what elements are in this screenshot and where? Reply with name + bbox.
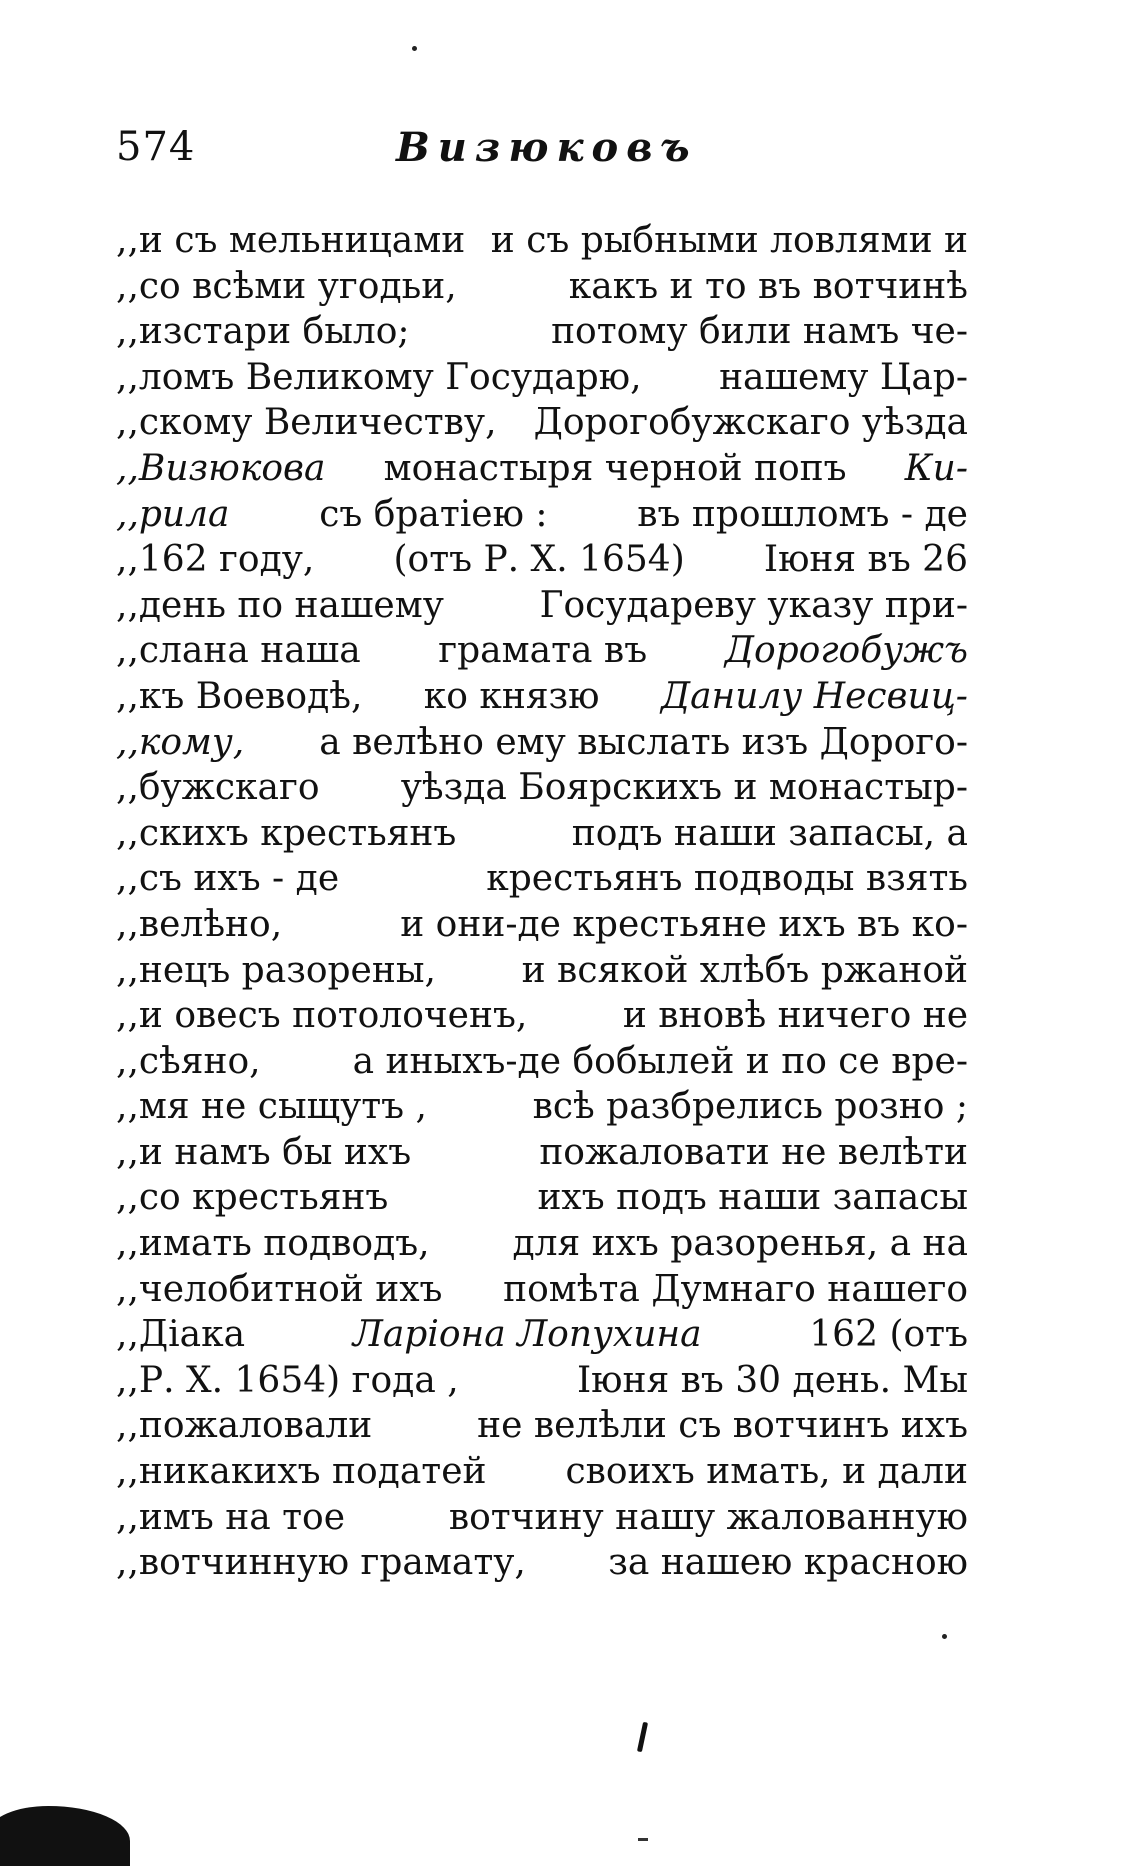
text-segment: для ихъ разоренья, а на xyxy=(512,1223,968,1265)
text-segment: Ларіона Лопухина xyxy=(352,1314,702,1356)
text-segment: ,,Дiака xyxy=(116,1314,246,1356)
ink-speck xyxy=(942,1634,947,1639)
text-line xyxy=(116,630,968,676)
text-segment: ,,съ ихъ - де xyxy=(116,858,340,900)
text-segment: и они-де крестьяне ихъ въ ко- xyxy=(400,903,968,945)
text-segment: ,,со всѣми угодьи, xyxy=(116,265,457,307)
text-segment: и вновѣ ничего не xyxy=(622,995,968,1037)
text-segment: грамата въ xyxy=(438,630,648,672)
text-segment: и всякой хлѣбъ ржаной xyxy=(521,949,968,991)
text-line xyxy=(116,448,968,494)
text-line xyxy=(116,722,968,768)
text-segment: ,,и овесъ потолоченъ, xyxy=(116,995,528,1037)
text-line xyxy=(116,858,968,904)
text-segment: ихъ подъ наши запасы xyxy=(537,1177,968,1219)
text-segment: ,,162 году, xyxy=(116,539,315,581)
text-line xyxy=(116,950,968,996)
text-segment: ,,вотчинную грамату, xyxy=(116,1542,526,1584)
text-line xyxy=(116,1360,968,1406)
text-line xyxy=(116,220,968,266)
text-segment: пожаловати не велѣти xyxy=(539,1131,968,1173)
text-line xyxy=(116,767,968,813)
text-segment: ,,никакихъ податей xyxy=(116,1451,487,1493)
page-edge-shadow xyxy=(0,1806,130,1866)
text-segment: и съ рыбными ловлями и xyxy=(490,220,968,261)
text-segment: ко князю xyxy=(423,675,600,717)
ink-speck xyxy=(412,46,417,51)
text-line xyxy=(116,1269,968,1315)
text-segment: ,,челобитной ихъ xyxy=(116,1268,443,1310)
text-segment: Данилу Несвиц- xyxy=(660,675,968,717)
text-line xyxy=(116,1132,968,1178)
text-segment: ,,имъ на тое xyxy=(116,1496,346,1538)
text-line xyxy=(116,1086,968,1132)
text-segment: ,,скихъ крестьянъ xyxy=(116,812,457,854)
text-segment: нашему Цар- xyxy=(719,356,968,398)
text-segment: ,,ломъ Великому Государю, xyxy=(116,356,642,398)
text-segment: въ прошломъ - де xyxy=(637,493,968,535)
text-segment: крестьянъ подводы взять xyxy=(486,858,968,900)
text-line xyxy=(116,676,968,722)
text-segment: ,,со крестьянъ xyxy=(116,1177,389,1219)
text-segment: Государеву указу при- xyxy=(539,584,968,626)
text-segment: ,,слана наша xyxy=(116,630,361,672)
text-segment: потому били намъ че- xyxy=(551,311,968,353)
text-segment: Іюня въ 30 день. Мы xyxy=(576,1359,968,1401)
ink-stroke xyxy=(637,1722,648,1752)
text-line xyxy=(116,266,968,312)
text-segment: ,,къ Воеводѣ, xyxy=(116,675,363,717)
text-segment: ,,нецъ разорены, xyxy=(116,949,436,991)
text-line xyxy=(116,1177,968,1223)
text-segment: ,,рила xyxy=(116,493,230,535)
text-line xyxy=(116,1405,968,1451)
text-segment: помѣта Думнаго нашего xyxy=(503,1268,968,1310)
body-text xyxy=(116,220,968,1588)
text-line xyxy=(116,995,968,1041)
text-line xyxy=(116,494,968,540)
text-segment: а иныхъ-де бобылей и по се вре- xyxy=(352,1040,968,1082)
text-line xyxy=(116,904,968,950)
text-segment: ,,мя не сыщутъ , xyxy=(116,1086,427,1128)
text-line xyxy=(116,813,968,859)
text-segment: какъ и то въ вотчинѣ xyxy=(568,265,968,307)
text-segment: ,,велѣно, xyxy=(116,903,283,945)
text-segment: (отъ Р. Х. 1654) xyxy=(393,539,685,581)
ink-dash xyxy=(638,1838,648,1841)
running-head: Визюковъ xyxy=(396,124,698,171)
text-segment: всѣ разбрелись розно ; xyxy=(532,1086,968,1128)
text-segment: ,,кому, xyxy=(116,721,245,763)
text-line xyxy=(116,1041,968,1087)
text-segment: 162 (отъ xyxy=(809,1314,968,1356)
text-line xyxy=(116,1542,968,1588)
text-line xyxy=(116,1497,968,1543)
text-segment: ,,имать подводъ, xyxy=(116,1223,430,1265)
text-segment: ,,пожаловали xyxy=(116,1405,373,1447)
text-line xyxy=(116,402,968,448)
text-segment: за нашею красною xyxy=(608,1542,968,1584)
text-segment: ,,бужскаго xyxy=(116,767,320,809)
text-segment: съ братіею : xyxy=(319,493,548,535)
text-line xyxy=(116,1223,968,1269)
text-segment: Дорогобужъ xyxy=(724,630,968,672)
text-segment: а велѣно ему выслать изъ Дорого- xyxy=(319,721,968,763)
text-segment: ,,изстари было; xyxy=(116,311,410,353)
text-line xyxy=(116,1451,968,1497)
text-line xyxy=(116,311,968,357)
text-line xyxy=(116,357,968,403)
text-segment: не велѣли съ вотчинъ ихъ xyxy=(477,1405,968,1447)
text-line xyxy=(116,539,968,585)
page-header xyxy=(116,124,956,184)
text-line xyxy=(116,1314,968,1360)
text-segment: Ки- xyxy=(904,447,968,489)
text-segment: ,,скому Величеству, xyxy=(116,402,497,444)
text-segment: Дорогобужскаго уѣзда xyxy=(533,402,968,444)
page-number: 574 xyxy=(116,124,196,170)
text-segment: своихъ имать, и дали xyxy=(565,1451,968,1493)
text-segment: Іюня въ 26 xyxy=(763,539,968,581)
text-segment: ,,Визюкова xyxy=(116,447,326,489)
text-segment: монастыря черной попъ xyxy=(383,447,847,489)
text-segment: уѣзда Боярскихъ и монастыр- xyxy=(400,767,968,809)
text-segment: подъ наши запасы, а xyxy=(571,812,968,854)
text-segment: ,,Р. Х. 1654) года , xyxy=(116,1359,459,1401)
text-segment: ,,и намъ бы ихъ xyxy=(116,1131,412,1173)
text-segment: вотчину нашу жалованную xyxy=(448,1496,968,1538)
text-segment: ,,сѣяно, xyxy=(116,1040,261,1082)
text-line xyxy=(116,585,968,631)
text-segment: ,,день по нашему xyxy=(116,584,444,626)
text-segment: ,,и съ мельницами xyxy=(116,220,466,261)
